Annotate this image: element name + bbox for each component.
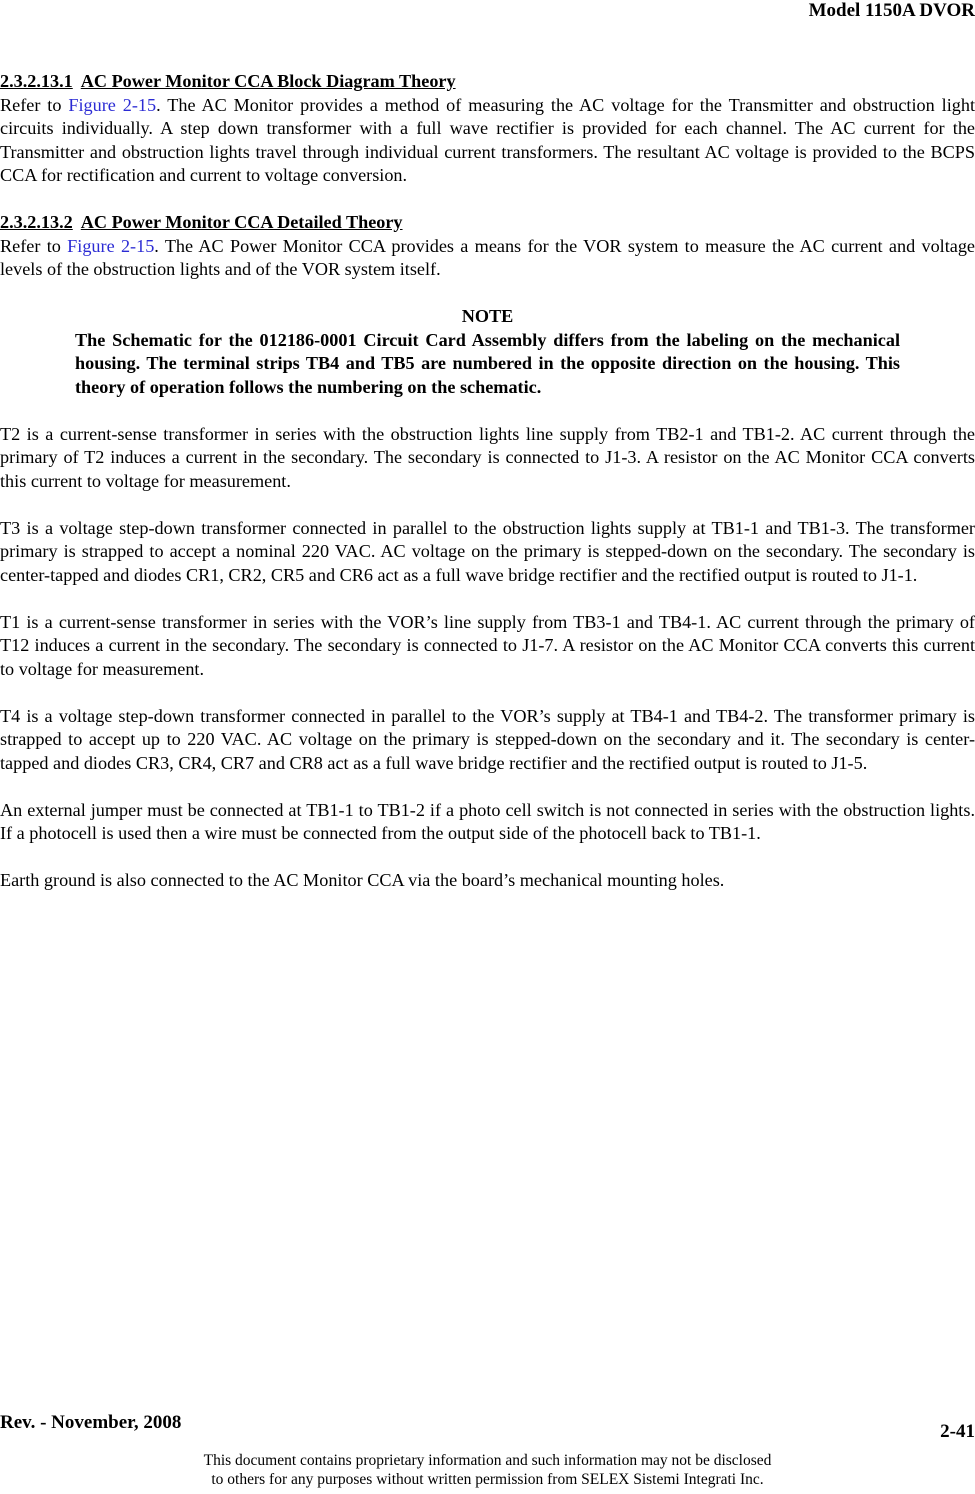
section-heading-block-diagram: [0, 70, 975, 94]
figure-link[interactable]: Figure 2-15: [68, 94, 157, 115]
paragraph-text: . The AC Power Monitor CCA provides a means for the VOR system to measure the AC current and voltage levels of the obstruction lights and of the VOR system itself.: [0, 235, 975, 279]
section-number: 2.3.2.13.1: [0, 71, 73, 91]
footer-notice-line: to others for any purposes without written permission from SELEX Sistemi Integrati Inc.: [211, 1471, 764, 1488]
section-paragraph-detailed-theory: [0, 235, 975, 282]
paragraph-jumper: An external jumper must be connected at TB1-1 to TB1-2 if a photo cell switch is not connected in series with the obstruction lights. If a photocell is used then a wire must be connected from the output side of the photocell back to TB1-1.: [0, 799, 975, 843]
paragraph-earth-ground: Earth ground is also connected to the AC Monitor CCA via the board’s mechanical mounting holes.: [0, 870, 725, 890]
paragraph-text: . The AC Monitor provides a method of measuring the AC voltage for the Transmitter and obstruction light circuits individually. A step down transformer with a full wave rectifier is provided for each channel. The AC current for the Transmitter and obstruction lights travel through individual current transformers. The resultant AC voltage is provided to the BCPS CCA for rectification and current to voltage conversion.: [0, 94, 975, 185]
section-heading-detailed-theory: [0, 211, 975, 235]
footer-page-number: 2-41: [940, 1421, 975, 1442]
document-header-title: Model 1150A DVOR: [808, 0, 975, 21]
footer-notice-line: This document contains proprietary information and such information may not be disclosed: [203, 1452, 772, 1469]
section-paragraph-block-diagram: [0, 94, 975, 188]
paragraph-t2: T2 is a current-sense transformer in series with the obstruction lights line supply from TB2-1 and TB1-2. AC current through the primary of T2 induces a current in the secondary. The secondary is connected to J1-3. A resistor on the AC Monitor CCA converts this current to voltage for measurement.: [0, 423, 975, 491]
refer-prefix: Refer to: [0, 94, 69, 115]
figure-link[interactable]: Figure 2-15: [67, 235, 155, 256]
paragraph-t1: T1 is a current-sense transformer in series with the VOR’s line supply from TB3-1 and TB4-1. AC current through the primary of T12 induces a current in the secondary. The secondary is connected to J1-7. A resistor on the AC Monitor CCA converts this current to voltage for measurement.: [0, 611, 975, 679]
section-title: AC Power Monitor CCA Detailed Theory: [80, 212, 403, 232]
paragraph-t3: T3 is a voltage step-down transformer connected in parallel to the obstruction lights supply at TB1-1 and TB1-3. The transformer primary is strapped to accept a nominal 220 VAC. AC voltage on the primary is stepped-down on the secondary. The secondary is center-tapped and diodes CR1, CR2, CR5 and CR6 act as a full wave bridge rectifier and the rectified output is routed to J1-1.: [0, 517, 975, 585]
refer-prefix: Refer to: [0, 235, 68, 256]
section-number: 2.3.2.13.2: [0, 212, 73, 232]
footer-revision: Rev. - November, 2008: [0, 1412, 182, 1433]
footer-proprietary-notice: [0, 1451, 975, 1489]
note-body: The Schematic for the 012186-0001 Circuit Card Assembly differs from the labeling on the mechanical housing. The terminal strips TB4 and TB5 are numbered in the opposite direction on the housing. This theory of operation follows the numbering on the schematic.: [75, 329, 900, 397]
document-body: [0, 70, 975, 893]
note-title: NOTE: [461, 306, 514, 326]
section-title: AC Power Monitor CCA Block Diagram Theory: [80, 71, 456, 91]
paragraph-t4: T4 is a voltage step-down transformer connected in parallel to the VOR’s supply at TB4-1 and TB4-2. The transformer primary is strapped to accept up to 220 VAC. AC voltage on the primary is stepped-down on the secondary and it. The secondary is center-tapped and diodes CR3, CR4, CR7 and CR8 act as a full wave bridge rectifier and the rectified output is routed to J1-5.: [0, 705, 975, 773]
